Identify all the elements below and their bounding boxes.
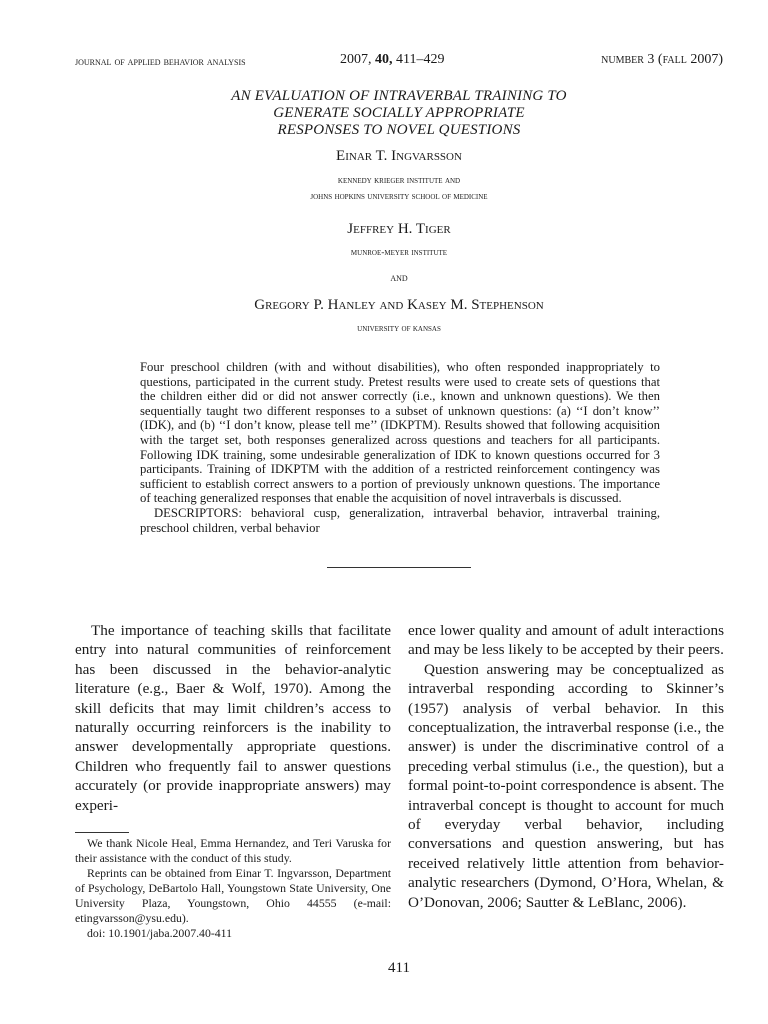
- journal-name: journal of applied behavior analysis: [75, 54, 246, 68]
- affiliation-1-line-2: johns hopkins university school of medicine: [310, 192, 488, 202]
- issue-number: number 3 (fall 2007): [601, 52, 723, 67]
- volume: 40,: [375, 52, 393, 67]
- section-divider: [327, 567, 471, 568]
- and-connector: and: [390, 272, 408, 284]
- footnotes: [75, 836, 391, 941]
- affiliation-3: university of kansas: [357, 324, 441, 334]
- descriptors: DESCRIPTORS: behavioral cusp, generalization, intraverbal behavior, intraverbal training, preschool children, verbal behavior: [140, 505, 660, 535]
- page-range: 411–429: [396, 52, 445, 67]
- abstract-text: Four preschool children (with and without disabilities), who often responded inappropriately to questions, participated in the current study. Pretest results were used to create sets of questions that the children either did or did not answer correctly (i.e., known and unknown questions). We then sequentially taught two different responses to a subset of unknown questions: (a) ‘‘I don’t know’’ (IDK), and (b) ‘‘I don’t know, please tell me’’ (IDKPTM). Results showed that following acquisition with the target set, both responses generalized across questions and teachers for all participants. Following IDK training, some undesirable generalization of IDK to known questions occurred for 3 participants. Training of IDKPTM with the addition of a restricted reinforcement contingency was sufficient to establish correct answers to a portion of previously unknown questions. The importance of teaching generalized responses that enable the acquisition of novel intraverbals is discussed.: [140, 360, 660, 506]
- running-header: [75, 52, 723, 70]
- intro-paragraph-1-continued: ence lower quality and amount of adult interactions and may be less likely to be accepted by their peers.: [408, 622, 724, 659]
- abstract: [140, 360, 660, 535]
- footnote-doi: doi: 10.1901/jaba.2007.40-411: [87, 926, 233, 940]
- volume-info: [340, 52, 444, 68]
- author-2: Jeffrey H. Tiger: [347, 221, 451, 237]
- footnote-divider: [75, 832, 129, 833]
- year: 2007,: [340, 52, 372, 67]
- title-line-1: AN EVALUATION OF INTRAVERBAL TRAINING TO: [231, 88, 567, 104]
- article-title: [75, 88, 723, 139]
- affiliation-1-line-1: kennedy krieger institute and: [337, 176, 461, 186]
- affiliation-2: munroe-meyer institute: [350, 248, 448, 258]
- intro-paragraph-2: Question answering may be conceptualized as intraverbal responding according to Skinner’s (1957) analysis of verbal behavior. In this conceptualization, the intraverbal response (i.e., the answer) is under the discriminative control of a preceding verbal stimulus (i.e., the question), but a formal point-to-point correspondence is absent. The intraverbal concept is thought to account for much of everyday verbal behavior, including conversations and question answering, but has received relatively little attention from behavior-analytic researchers (Dymond, O’Hora, Whelan, & O’Donovan, 2006; Sautter & LeBlanc, 2006).: [408, 660, 724, 911]
- footnote-thanks: We thank Nicole Heal, Emma Hernandez, and Teri Varuska for their assistance with the conduct of this study.: [75, 836, 391, 865]
- author-3: Gregory P. Hanley and Kasey M. Stephenson: [254, 297, 544, 313]
- affiliation-1: [75, 173, 723, 205]
- title-line-3: RESPONSES TO NOVEL QUESTIONS: [277, 122, 521, 138]
- intro-paragraph-1: The importance of teaching skills that facilitate entry into natural communities of reinforcement has been discussed in the behavior-analytic literature (e.g., Baer & Wolf, 1970). Among the skill deficits that may limit children’s access to naturally occurring reinforcers is the inability to answer developmentally appropriate questions. Children who frequently fail to answer questions accurately (or provide inappropriate answers) may experi-: [75, 622, 391, 814]
- author-1: Einar T. Ingvarsson: [336, 148, 462, 164]
- title-line-2: GENERATE SOCIALLY APPROPRIATE: [273, 105, 525, 121]
- page-number: 411: [388, 960, 410, 976]
- footnote-reprints: Reprints can be obtained from Einar T. Ingvarsson, Department of Psychology, DeBartolo Hall, Youngstown State University, One University Plaza, Youngstown, Ohio 44555 (e-mail: etingvarsson@ysu.edu).: [75, 866, 391, 925]
- body-column-right: [408, 621, 724, 912]
- body-column-left: [75, 621, 391, 815]
